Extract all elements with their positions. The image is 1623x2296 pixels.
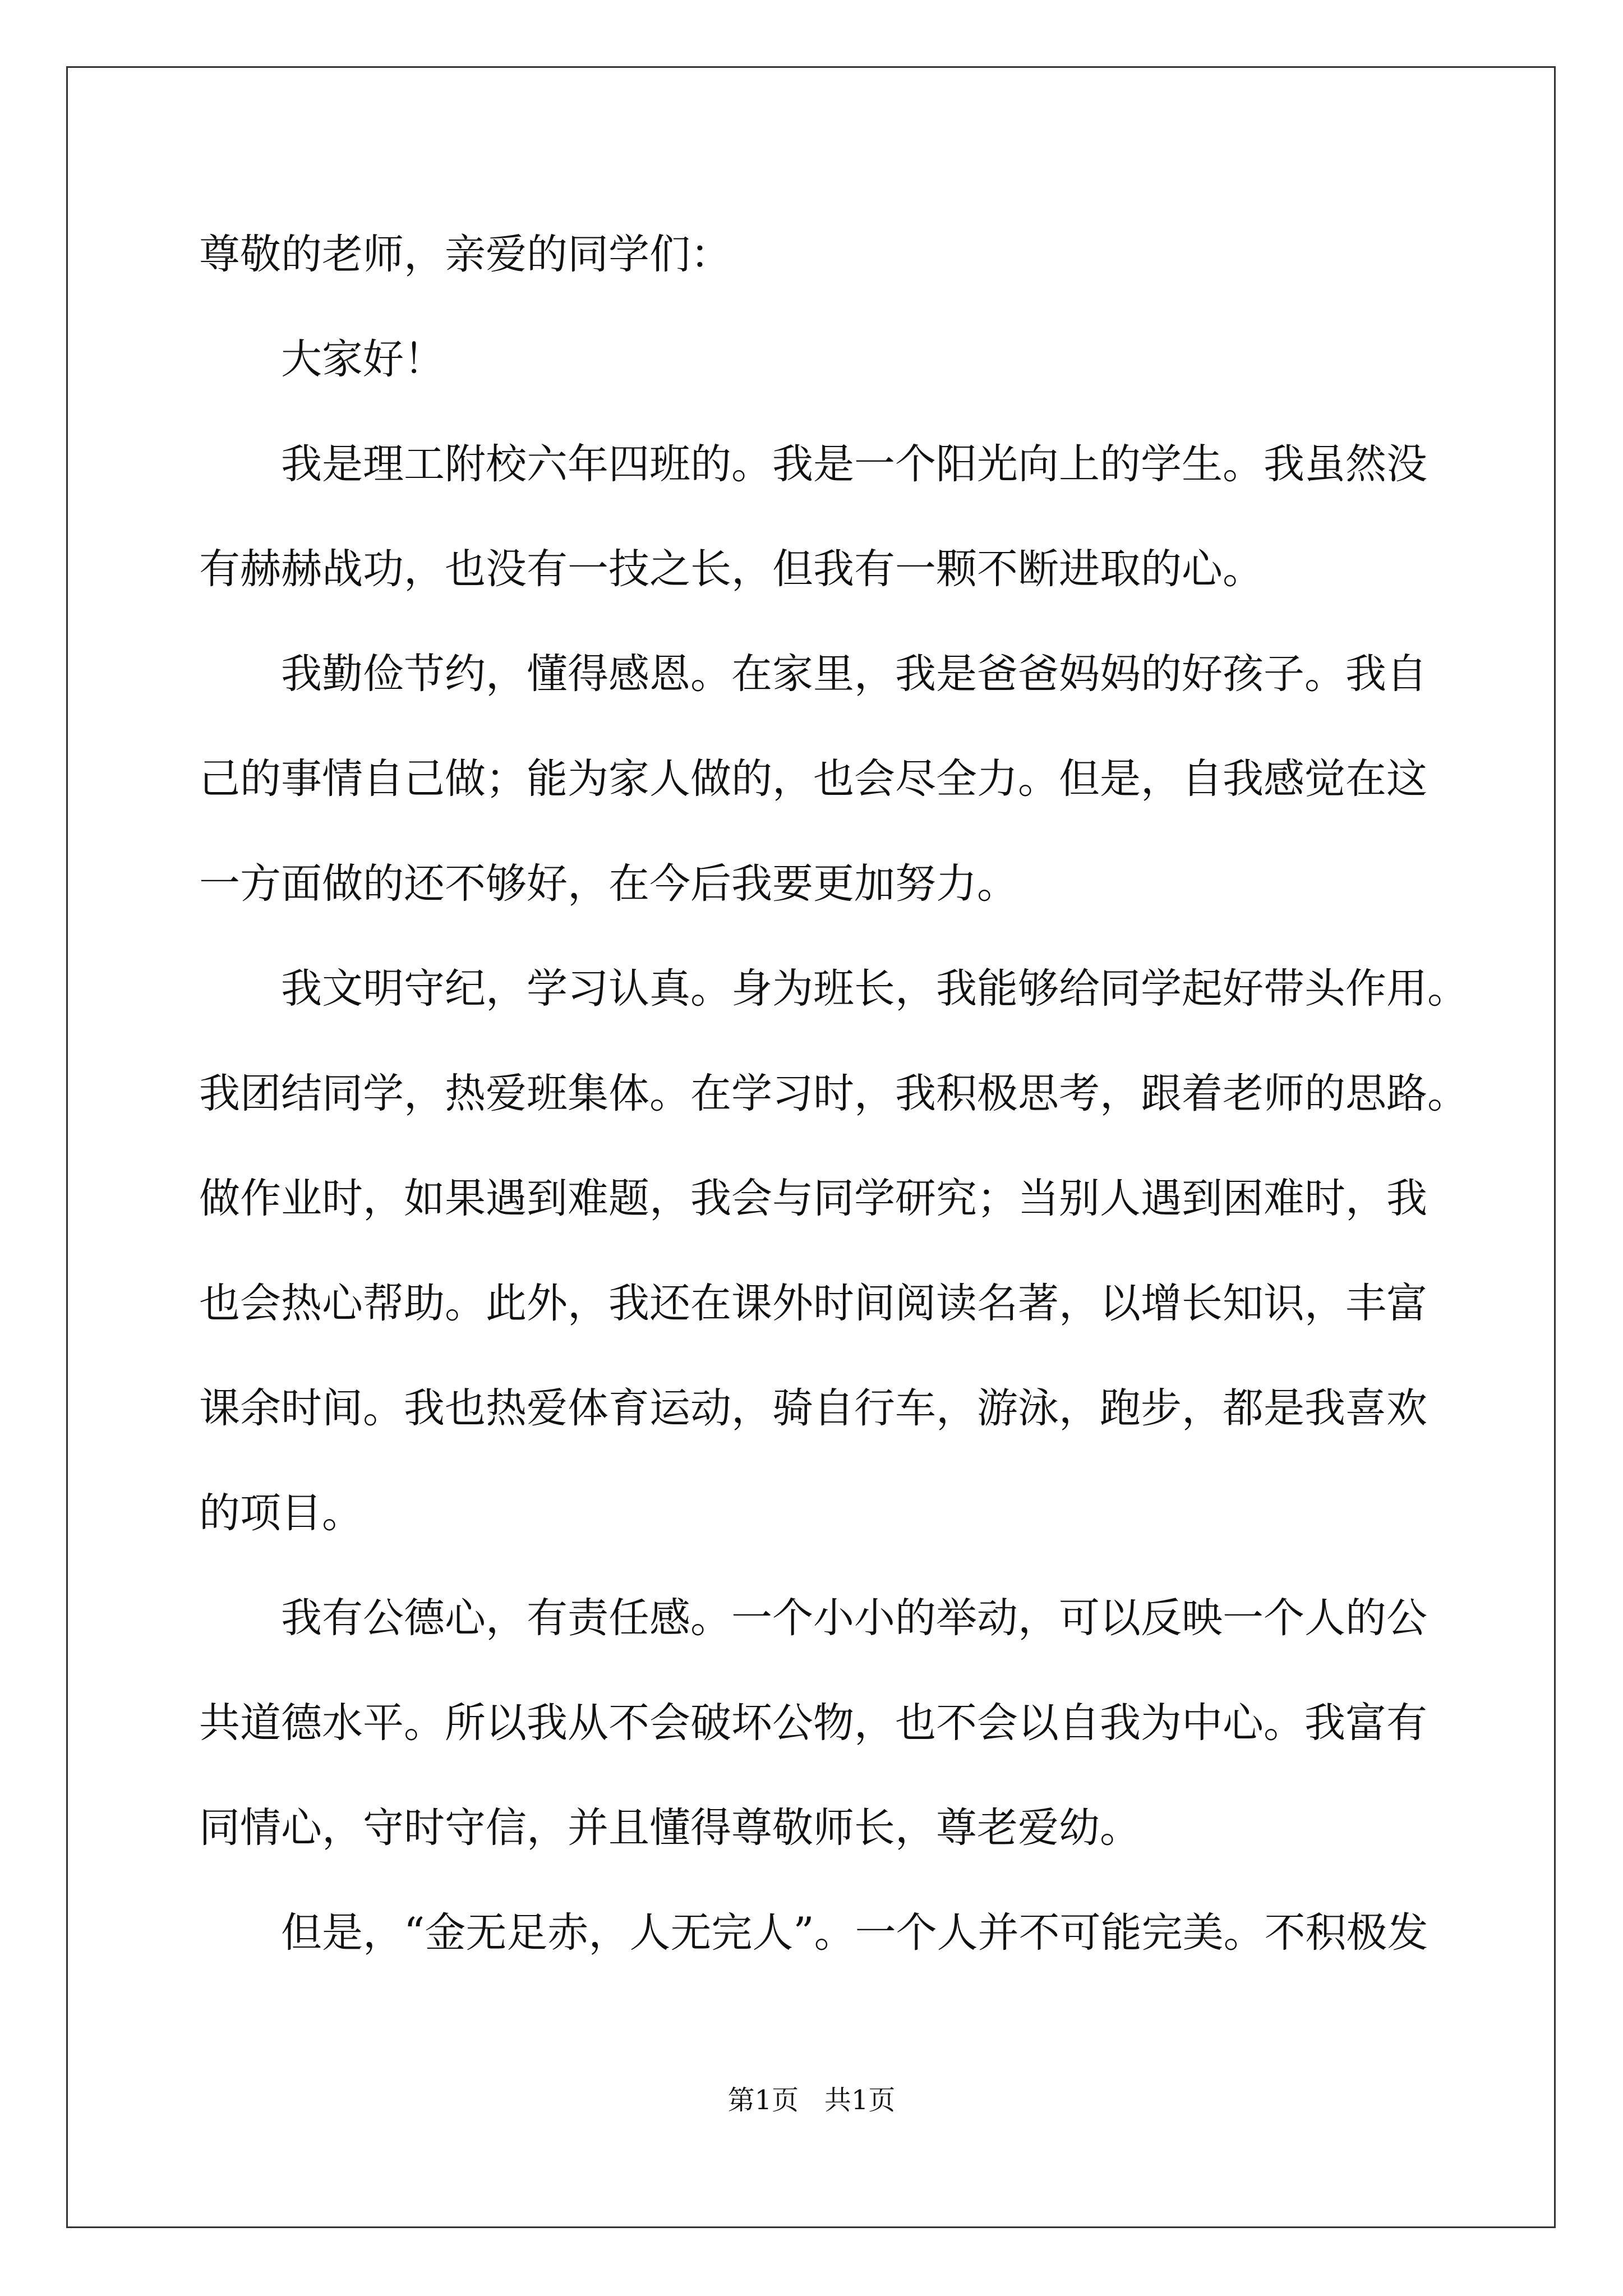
text-line: 己的事情自己做；能为家人做的，也会尽全力。但是，自我感觉在这 — [199, 755, 1427, 803]
document-body — [199, 202, 1468, 1985]
text-line: 我团结同学，热爱班集体。在学习时，我积极思考，跟着老师的思路。 — [199, 1070, 1468, 1117]
text-line: 共道德水平。所以我从不会破坏公物，也不会以自我为中心。我富有 — [199, 1699, 1427, 1747]
text-line: 但是，“金无足赤，人无完人”。一个人并不可能完美。不积极发 — [281, 1909, 1428, 1957]
text-line: 我勤俭节约，懂得感恩。在家里，我是爸爸妈妈的好孩子。我自 — [281, 650, 1427, 698]
text-line: 做作业时，如果遇到难题，我会与同学研究；当别人遇到困难时，我 — [199, 1175, 1427, 1222]
text-line: 课余时间。我也热爱体育运动，骑自行车，游泳，跑步，都是我喜欢 — [199, 1384, 1427, 1432]
text-line: 我有公德心，有责任感。一个小小的举动，可以反映一个人的公 — [281, 1594, 1427, 1642]
text-line: 一方面做的还不够好，在今后我要更加努力。 — [199, 860, 1018, 908]
text-line: 大家好！ — [281, 335, 445, 383]
text-line: 我文明守纪，学习认真。身为班长，我能够给同学起好带头作用。 — [281, 965, 1468, 1013]
text-line: 有赫赫战功，也没有一技之长，但我有一颗不断进取的心。 — [199, 545, 1264, 593]
text-line: 同情心，守时守信，并且懂得尊敬师长，尊老爱幼。 — [199, 1804, 1141, 1852]
page-footer: 第1页 共1页 — [727, 2085, 896, 2116]
text-line: 我是理工附校六年四班的。我是一个阳光向上的学生。我虽然没 — [281, 440, 1427, 488]
text-line: 也会热心帮助。此外，我还在课外时间阅读名著，以增长知识，丰富 — [199, 1280, 1427, 1327]
text-line: 的项目。 — [199, 1489, 363, 1537]
text-line: 尊敬的老师，亲爱的同学们： — [199, 231, 731, 278]
